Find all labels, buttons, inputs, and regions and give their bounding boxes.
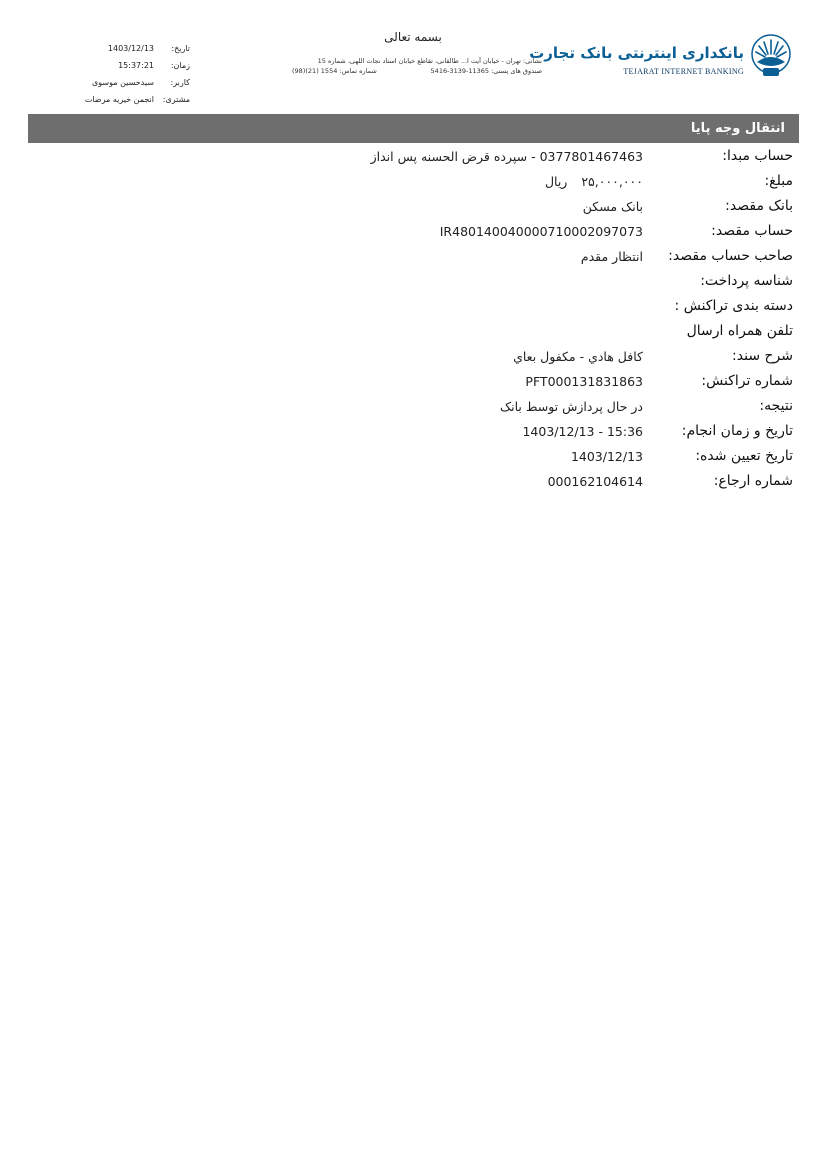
meta-date-label: تاریخ: [171, 44, 190, 53]
description-label: شرح سند: [732, 348, 793, 364]
row-dest-bank [28, 193, 793, 218]
category-label: دسته بندی تراکنش : [674, 298, 793, 314]
dest-bank-value: بانک مسکن [582, 199, 643, 214]
dest-owner-value: انتظار مقدم [580, 249, 643, 264]
source-account-label: حساب مبدا: [722, 148, 793, 164]
bank-address [292, 56, 542, 66]
meta-user-label: کاربر: [170, 78, 190, 87]
result-value: در حال پردازش توسط بانک [499, 399, 643, 414]
row-result [28, 393, 793, 418]
source-account-value: 0377801467463 - سپرده قرض الحسنه پس انداز [370, 149, 643, 164]
row-reference-no [28, 468, 793, 493]
transaction-no-value: PFT000131831863 [525, 374, 643, 389]
row-sms-phone [28, 318, 793, 343]
row-category [28, 293, 793, 318]
sms-phone-label: تلفن همراه ارسال [686, 323, 793, 339]
datetime-label: تاریخ و زمان انجام: [681, 423, 793, 439]
set-date-label: تاریخ تعیین شده: [695, 448, 793, 464]
meta-user-value: سیدحسین موسوی [92, 78, 154, 87]
meta-customer-label: مشتری: [162, 95, 190, 104]
bank-contact-info [292, 56, 542, 76]
bank-address-text: نشانی: تهران - خیابان آیت ا... طالقانی، تقاطع خیابان استاد نجات اللهی، شماره 15 [317, 57, 542, 65]
meta-customer [60, 91, 190, 108]
meta-time-value: 15:37:21 [118, 61, 154, 70]
meta-time [60, 57, 190, 74]
dest-account-value: IR480140040000710002097073 [439, 224, 643, 239]
bank-contact-line [292, 66, 542, 76]
amount-value: ۲۵,۰۰۰,۰۰۰ [581, 174, 643, 189]
meta-date-value: 1403/12/13 [107, 44, 154, 53]
description-value: کافل هادي - مکفول بعاي [513, 349, 643, 364]
receipt-meta [60, 40, 190, 108]
receipt-details [28, 143, 793, 493]
row-amount [28, 168, 793, 193]
reference-no-label: شماره ارجاع: [713, 473, 793, 489]
row-dest-account [28, 218, 793, 243]
datetime-value: 1403/12/13 - 15:36 [522, 424, 643, 439]
payment-id-label: شناسه پرداخت: [700, 273, 793, 289]
meta-user [60, 74, 190, 91]
logo-subtitle: TEJARAT INTERNET BANKING [623, 67, 744, 76]
row-payment-id [28, 268, 793, 293]
set-date-value: 1403/12/13 [570, 449, 643, 464]
row-datetime [28, 418, 793, 443]
logo-title: بانکداری اینترنتی بانک تجارت [529, 44, 744, 62]
receipt-title: انتقال وجه پایا [690, 121, 785, 136]
dest-account-label: حساب مقصد: [711, 223, 793, 239]
result-label: نتیجه: [759, 398, 793, 414]
dest-owner-label: صاحب حساب مقصد: [668, 248, 793, 264]
row-dest-owner [28, 243, 793, 268]
tejarat-emblem-icon [750, 32, 792, 80]
bank-logo [529, 30, 796, 82]
bank-phone: شماره تماس: 1554 (21)(98) [292, 67, 377, 75]
title-bar [28, 114, 799, 143]
basmala: بسمه تعالی [384, 30, 442, 44]
bank-po-box: صندوق های پستی: 11365-3139-5416 [430, 67, 542, 75]
amount-label: مبلغ: [764, 173, 793, 189]
transaction-no-label: شماره تراکنش: [701, 373, 793, 389]
dest-bank-label: بانک مقصد: [725, 198, 793, 214]
row-source-account [28, 143, 793, 168]
row-transaction-no [28, 368, 793, 393]
meta-customer-value: انجمن خیریه مرضات [84, 95, 154, 104]
meta-time-label: زمان: [170, 61, 190, 70]
reference-no-value: 000162104614 [547, 474, 643, 489]
row-description [28, 343, 793, 368]
amount-currency: ریال [544, 174, 568, 189]
amount-value-group [545, 174, 643, 189]
row-set-date [28, 443, 793, 468]
